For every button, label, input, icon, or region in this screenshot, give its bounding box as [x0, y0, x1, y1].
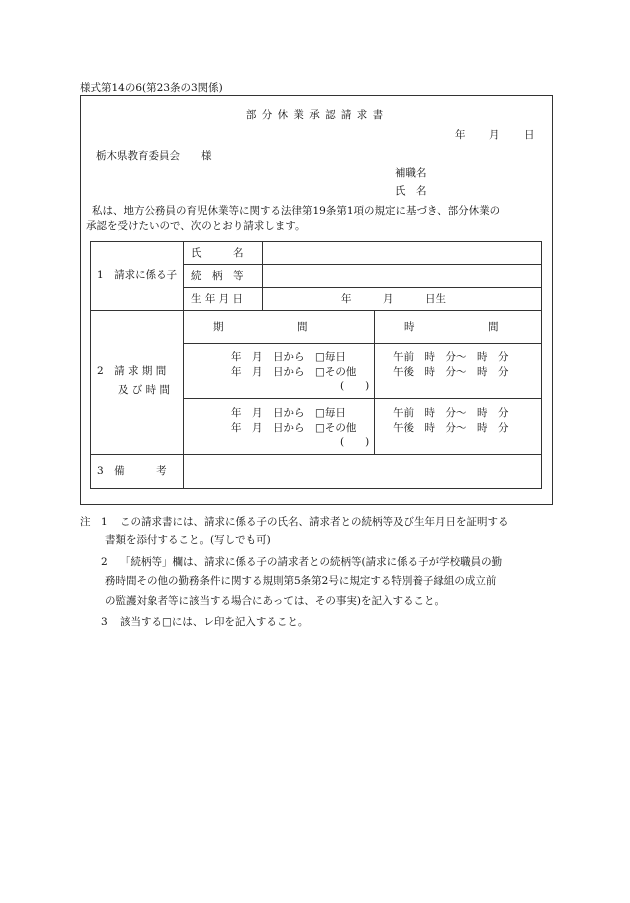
time-pm: 午後 時 分～ 時 分: [393, 422, 509, 434]
date-day: 日: [524, 129, 535, 141]
body-line-2: 承認を受けたいので、次のとおり請求します。: [86, 220, 306, 232]
post-label: 補職名: [395, 167, 427, 179]
note-3-number: 3: [101, 616, 108, 628]
name-label: 氏 名: [395, 185, 427, 197]
note-1-line-2: 書類を添付すること。(写しでも可): [105, 534, 271, 546]
form-title: 部 分 休 業 承 認 請 求 書: [245, 109, 385, 121]
birth-date-value: 年 月 日生: [341, 293, 446, 305]
section3-label: 3 備 考: [97, 465, 167, 477]
period-other-paren: ( ): [340, 436, 370, 448]
note-1-line-1: この請求書には、請求に係る子の氏名、請求者との続柄等及び生年月日を証明する: [120, 516, 509, 528]
date-year: 年: [455, 129, 466, 141]
row-label-name: 氏 名: [191, 247, 244, 259]
period-line-1: 年 月 日から □毎日: [231, 351, 346, 363]
period-line-1: 年 月 日から □毎日: [231, 407, 346, 419]
time-pm: 午後 時 分～ 時 分: [393, 366, 509, 378]
note-2-line-1: 「続柄等」欄は、請求に係る子の請求者との続柄等(請求に係る子が学校職員の勤: [120, 556, 503, 568]
date-month: 月: [489, 129, 500, 141]
period-line-2: 年 月 日から □その他: [231, 422, 357, 434]
note-1-number: 1: [101, 516, 108, 528]
header-period: 期 間: [213, 321, 308, 333]
form-reference: 様式第14の6(第23条の3関係): [80, 82, 223, 94]
time-am: 午前 時 分～ 時 分: [393, 407, 509, 419]
notes-prefix: 注: [80, 516, 91, 528]
header-time: 時 間: [404, 321, 499, 333]
addressee: 栃木県教育委員会 様: [96, 150, 212, 162]
section1-label: 1 請求に係る子: [97, 269, 178, 281]
period-other-paren: ( ): [340, 380, 370, 392]
note-2-number: 2: [101, 556, 108, 568]
section2-label-line1: 2 請 求 期 間: [97, 365, 167, 377]
section2-label-line2: 及 び 時 間: [118, 384, 171, 396]
time-am: 午前 時 分～ 時 分: [393, 351, 509, 363]
note-2-line-2: 務時間その他の勤務条件に関する規則第5条第2号に規定する特別養子縁組の成立前: [105, 575, 497, 587]
row-label-relation: 続 柄 等: [191, 270, 244, 282]
body-line-1: 私は、地方公務員の育児休業等に関する法律第19条第1項の規定に基づき、部分休業の: [92, 205, 501, 217]
note-3-line-1: 該当する□には、レ印を記入すること。: [120, 616, 309, 628]
note-2-line-3: の監護対象者等に該当する場合にあっては、その事実)を記入すること。: [105, 595, 445, 607]
row-label-birth: 生 年 月 日: [191, 293, 244, 305]
period-line-2: 年 月 日から □その他: [231, 366, 357, 378]
